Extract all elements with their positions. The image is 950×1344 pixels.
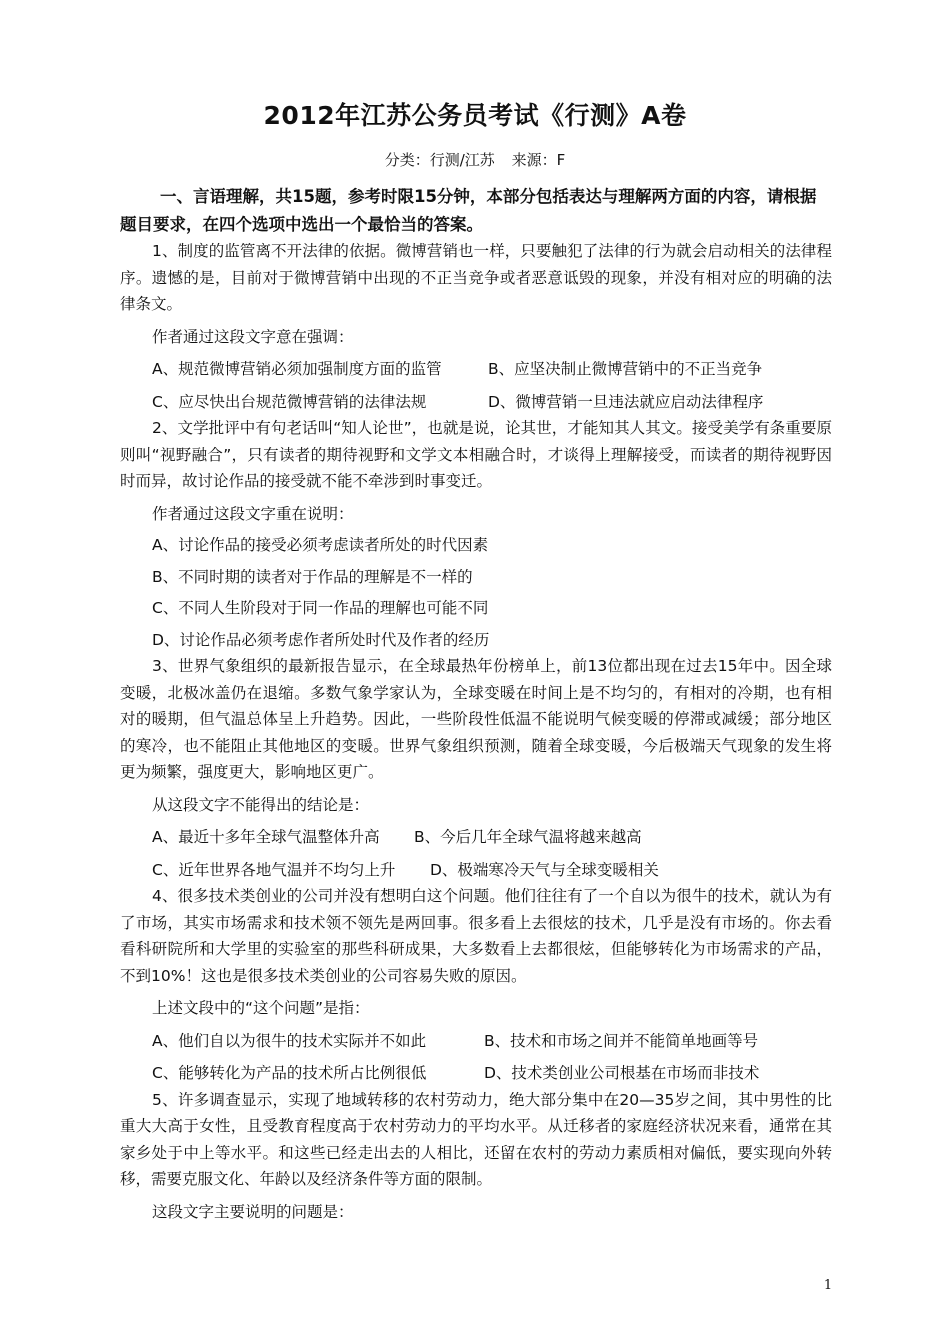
question-4-options-row-2 xyxy=(120,1060,832,1087)
question-2-option-b: B、不同时期的读者对于作品的理解是不一样的 xyxy=(152,567,473,586)
question-4-option-d: D、技术类创业公司根基在市场而非技术 xyxy=(484,1064,760,1082)
question-1-text: 1、制度的监管离不开法律的依据。微博营销也一样，只要触犯了法律的行为就会启动相关的法律程序。遗憾的是，目前对于微博营销中出现的不正当竞争或者恶意诋毁的现象，并没有相对应的明确的法律条文。 xyxy=(120,242,832,313)
question-2-prompt: 作者通过这段文字重在说明： xyxy=(152,504,354,523)
category-label: 分类：行测/江苏 xyxy=(384,151,495,169)
question-4-prompt: 上述文段中的“这个问题”是指： xyxy=(152,999,370,1017)
document-meta xyxy=(0,149,950,170)
question-4-text: 4、很多技术类创业的公司并没有想明白这个问题。他们往往有了一个自以为很牛的技术，就认为有了市场，其实市场需求和技术领不领先是两回事。很多看上去很炫的技术，几乎是没有市场的。你去看看科研院所和大学里的实验室的那些科研成果，大多数看上去都很炫，但能够转化为市场需求的产品，不到10%！这也是很多技术类创业的公司容易失败的原因。 xyxy=(120,887,832,985)
question-1-options-row-2 xyxy=(120,389,832,416)
question-3-prompt: 从这段文字不能得出的结论是： xyxy=(152,795,370,814)
question-3-option-a: A、最近十多年全球气温整体升高 xyxy=(152,828,380,846)
question-4-option-c: C、能够转化为产品的技术所占比例很低 xyxy=(152,1064,427,1082)
question-4-options-row-1 xyxy=(120,1028,832,1055)
question-1-prompt: 作者通过这段文字意在强调： xyxy=(152,327,354,346)
question-3-options-row-2 xyxy=(120,857,832,884)
question-2-option-d: D、讨论作品必须考虑作者所处时代及作者的经历 xyxy=(152,630,490,649)
question-3-option-c: C、近年世界各地气温并不均匀上升 xyxy=(152,860,396,879)
question-2-text: 2、文学批评中有句老话叫“知人论世”，也就是说，论其世，才能知其人其文。接受美学有条重要原则叫“视野融合”，只有读者的期待视野和文学文本相融合时，才谈得上理解接受，而读者的期待视野因时而异，故讨论作品的接受就不能不牵涉到时事变迁。 xyxy=(120,419,832,490)
question-1-option-b: B、应坚决制止微博营销中的不正当竞争 xyxy=(488,360,763,378)
question-1-option-d: D、微博营销一旦违法就应启动法律程序 xyxy=(488,392,764,411)
question-2-option-a: A、讨论作品的接受必须考虑读者所处的时代因素 xyxy=(152,536,489,554)
question-5-prompt: 这段文字主要说明的问题是： xyxy=(152,1202,354,1221)
question-2-option-c: C、不同人生阶段对于同一作品的理解也可能不同 xyxy=(152,599,489,617)
questions-body xyxy=(120,238,832,1225)
question-1-option-c: C、应尽快出台规范微博营销的法律法规 xyxy=(152,392,427,411)
question-1-options-row-1 xyxy=(120,356,832,383)
question-3-option-d: D、极端寒冷天气与全球变暖相关 xyxy=(430,860,659,879)
question-4-option-a: A、他们自以为很牛的技术实际并不如此 xyxy=(152,1031,427,1050)
page-number: 1 xyxy=(823,1278,833,1293)
section-header: 一、言语理解，共15题，参考时限15分钟，本部分包括表达与理解两方面的内容，请根据题目要求，在四个选项中选出一个最恰当的答案。 xyxy=(120,187,817,234)
question-1-option-a: A、规范微博营销必须加强制度方面的监管 xyxy=(152,360,442,378)
question-5-text: 5、许多调查显示，实现了地域转移的农村劳动力，绝大部分集中在20—35岁之间，其中男性的比重大大高于女性，且受教育程度高于农村劳动力的平均水平。从迁移者的家庭经济状况来看，通常在其家乡处于中上等水平。和这些已经走出去的人相比，还留在农村的劳动力素质相对偏低，要实现向外转移，需要克服文化、年龄以及经济条件等方面的限制。 xyxy=(120,1090,832,1188)
source-label: 来源：F xyxy=(511,151,566,169)
question-3-text: 3、世界气象组织的最新报告显示，在全球最热年份榜单上，前13位都出现在过去15年中。因全球变暖，北极冰盖仍在退缩。多数气象学家认为，全球变暖在时间上是不均匀的，有相对的冷期，也有相对的暖期，但气温总体呈上升趋势。因此，一些阶段性低温不能说明气候变暖的停滞或减缓；部分地区的寒冷，也不能阻止其他地区的变暖。世界气象组织预测，随着全球变暖，今后极端天气现象的发生将更为频繁，强度更大，影响地区更广。 xyxy=(120,657,832,781)
question-4-option-b: B、技术和市场之间并不能简单地画等号 xyxy=(484,1031,759,1050)
question-3-option-b: B、今后几年全球气温将越来越高 xyxy=(414,828,642,846)
document-title: 2012年江苏公务员考试《行测》A卷 xyxy=(263,101,687,130)
question-3-options-row-1 xyxy=(120,824,832,851)
